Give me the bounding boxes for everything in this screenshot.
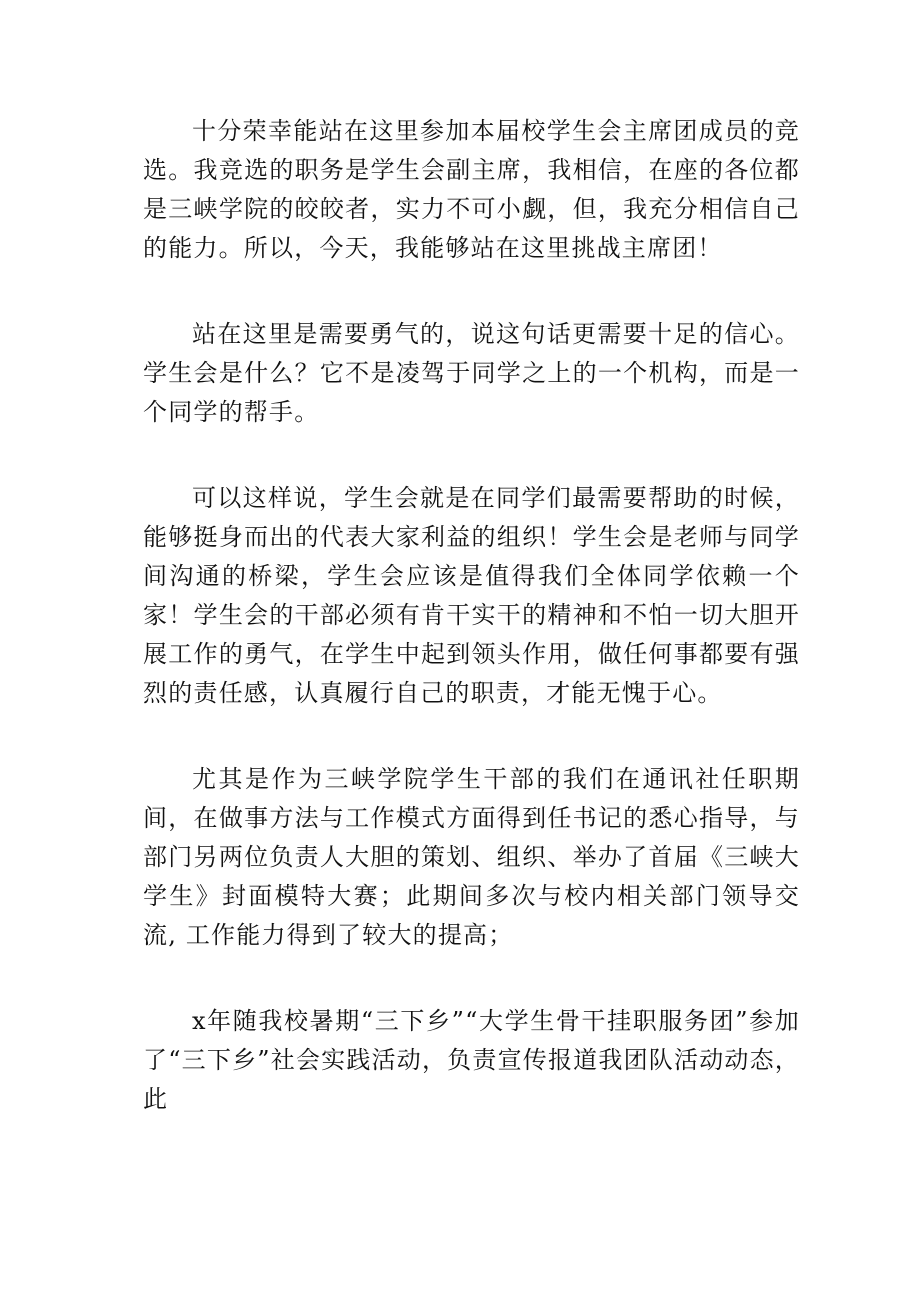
paragraph-4: 尤其是作为三峡学院学生干部的我们在通讯社任职期间，在做事方法与工作模式方面得到任书记的悉心指导，与部门另两位负责人大胆的策划、组织、举办了首届《三峡大学生》封面模特大赛；此期间多次与校内相关部门领导交流, 工作能力得到了较大的提高； [143,765,800,949]
paragraph-3: 可以这样说，学生会就是在同学们最需要帮助的时候，能够挺身而出的代表大家利益的组织！学生会是老师与同学间沟通的桥梁，学生会应该是值得我们全体同学依赖一个家！学生会的干部必须有肯干实干的精神和不怕一切大胆开展工作的勇气，在学生中起到领头作用，做任何事都要有强烈的责任感，认真履行自己的职责，才能无愧于心。 [143,484,800,707]
paragraph-1: 十分荣幸能站在这里参加本届校学生会主席团成员的竞选。我竞选的职务是学生会副主席，我相信，在座的各位都是三峡学院的皎皎者，实力不可小觑，但，我充分相信自己的能力。所以，今天，我能够站在这里挑战主席团！ [143,117,800,262]
paragraph-5: x年随我校暑期“三下乡”“大学生骨干挂职服务团”参加了“三下乡”社会实践活动，负责宣传报道我团队活动动态，此 [143,1007,800,1113]
paragraph-2: 站在这里是需要勇气的，说这句话更需要十足的信心。学生会是什么？它不是凌驾于同学之上的一个机构，而是一个同学的帮手。 [143,320,800,426]
